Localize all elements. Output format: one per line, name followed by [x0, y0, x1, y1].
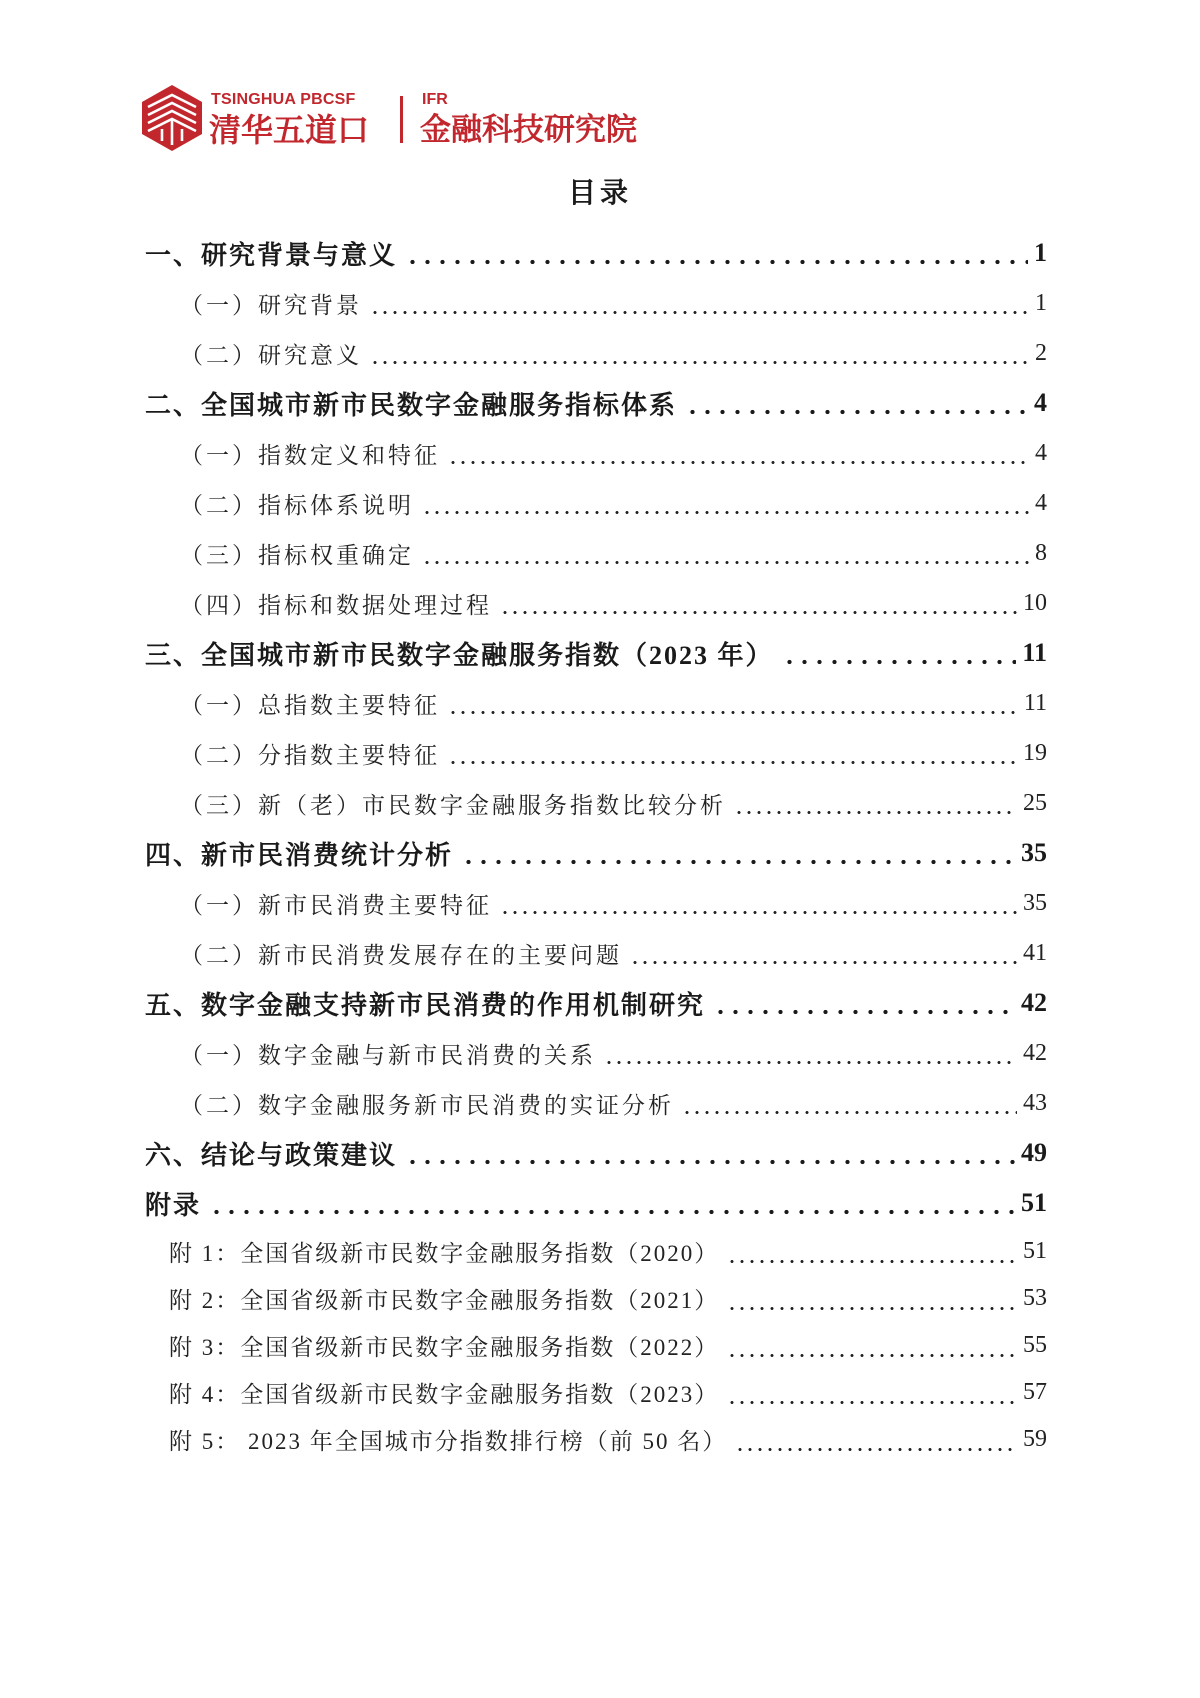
- toc-leader-dots: [727, 1303, 1017, 1311]
- toc-entry-page-number: 4: [1034, 388, 1047, 417]
- toc-leader-dots: [405, 1157, 1015, 1165]
- toc-entry-section[interactable]: [0, 678, 1200, 728]
- toc-entry-section[interactable]: [0, 928, 1200, 978]
- toc-entry-label: （二）新市民消费发展存在的主要问题: [180, 942, 622, 968]
- toc-entry-page-number: 1: [1035, 289, 1047, 316]
- toc-leader-dots: [448, 707, 1018, 715]
- toc-leader-dots: [405, 257, 1028, 265]
- toc-entry-chapter[interactable]: [0, 828, 1200, 878]
- toc-entry-page-number: 2: [1035, 339, 1047, 366]
- toc-leader-dots: [448, 757, 1017, 765]
- toc-entry-label: （一）新市民消费主要特征: [180, 892, 492, 918]
- toc-entry-page-number: 57: [1023, 1379, 1047, 1405]
- toc-entry-section[interactable]: [0, 428, 1200, 478]
- toc-entry-section[interactable]: [0, 1078, 1200, 1128]
- toc-entry-page-number: 41: [1023, 939, 1047, 966]
- toc-entry-page-number: 43: [1023, 1089, 1047, 1116]
- logo-english-name: TSINGHUA PBCSF: [211, 91, 356, 108]
- toc-entry-page-number: 59: [1023, 1426, 1047, 1452]
- toc-entry-page-number: 11: [1023, 689, 1047, 716]
- toc-entry-section[interactable]: [0, 728, 1200, 778]
- toc-entry-label: 附 5： 2023 年全国城市分指数排行榜（前 50 名）: [169, 1429, 728, 1454]
- toc-entry-label: 二、全国城市新市民数字金融服务指标体系: [145, 390, 678, 420]
- toc-leader-dots: [727, 1350, 1017, 1358]
- toc-entry-label: 附 3：全国省级新市民数字金融服务指数（2022）: [169, 1335, 720, 1360]
- toc-entry-label: （二）数字金融服务新市民消费的实证分析: [180, 1092, 674, 1118]
- toc-entry-page-number: 35: [1023, 889, 1047, 916]
- toc-leader-dots: [370, 307, 1029, 315]
- toc-entry-page-number: 49: [1021, 1138, 1047, 1167]
- toc-entry-section[interactable]: [0, 1028, 1200, 1078]
- logo-ifr-abbr: IFR: [422, 91, 448, 108]
- toc-entry-label: 附 2：全国省级新市民数字金融服务指数（2021）: [169, 1288, 720, 1313]
- toc-leader-dots: [209, 1207, 1015, 1215]
- toc-leader-dots: [500, 607, 1017, 615]
- toc-leader-dots: [604, 1057, 1017, 1065]
- toc-entry-label: （一）指数定义和特征: [180, 442, 440, 468]
- toc-leader-dots: [782, 657, 1017, 665]
- toc-entry-page-number: 1: [1034, 238, 1047, 267]
- toc-entry-chapter[interactable]: [0, 228, 1200, 278]
- toc-title: 目录: [567, 178, 632, 209]
- toc-entry-label: 五、数字金融支持新市民消费的作用机制研究: [145, 990, 706, 1020]
- toc-leader-dots: [422, 507, 1029, 515]
- toc-leader-dots: [370, 357, 1029, 365]
- toc-leader-dots: [727, 1397, 1017, 1405]
- logo-chinese-name: 清华五道口: [209, 111, 370, 149]
- toc-entry-page-number: 53: [1023, 1285, 1047, 1311]
- toc-entry-label: （一）数字金融与新市民消费的关系: [180, 1042, 596, 1068]
- toc-leader-dots: [448, 457, 1029, 465]
- table-of-contents: [0, 228, 1200, 1463]
- toc-entry-page-number: 8: [1035, 539, 1047, 566]
- toc-entry-page-number: 42: [1021, 988, 1047, 1017]
- toc-entry-page-number: 11: [1022, 638, 1047, 667]
- toc-leader-dots: [735, 1444, 1017, 1452]
- logo-ifr-name: 金融科技研究院: [420, 112, 637, 148]
- toc-entry-label: （三）指标权重确定: [180, 542, 414, 568]
- toc-entry-chapter[interactable]: [0, 1128, 1200, 1178]
- toc-entry-label: 三、全国城市新市民数字金融服务指数（2023 年）: [145, 640, 774, 670]
- toc-entry-chapter[interactable]: [0, 378, 1200, 428]
- toc-entry-label: 附 4：全国省级新市民数字金融服务指数（2023）: [169, 1382, 720, 1407]
- toc-entry-appendix[interactable]: [0, 1322, 1200, 1369]
- toc-leader-dots: [500, 907, 1017, 915]
- toc-entry-label: （二）指标体系说明: [180, 492, 414, 518]
- toc-entry-chapter[interactable]: [0, 628, 1200, 678]
- toc-entry-label: （二）研究意义: [180, 342, 362, 368]
- toc-leader-dots: [727, 1256, 1017, 1264]
- toc-leader-dots: [682, 1107, 1017, 1115]
- toc-leader-dots: [461, 857, 1015, 865]
- toc-entry-section[interactable]: [0, 278, 1200, 328]
- toc-entry-appendix[interactable]: [0, 1228, 1200, 1275]
- toc-entry-label: 六、结论与政策建议: [145, 1140, 398, 1170]
- logo-emblem-icon: [142, 85, 202, 151]
- toc-entry-label: （三）新（老）市民数字金融服务指数比较分析: [180, 792, 726, 818]
- toc-entry-chapter[interactable]: [0, 1178, 1200, 1228]
- toc-entry-section[interactable]: [0, 778, 1200, 828]
- toc-leader-dots: [734, 807, 1017, 815]
- logo-divider: [400, 96, 403, 143]
- toc-entry-page-number: 51: [1021, 1188, 1047, 1217]
- toc-entry-page-number: 35: [1021, 838, 1047, 867]
- toc-entry-appendix[interactable]: [0, 1369, 1200, 1416]
- toc-entry-label: （一）总指数主要特征: [180, 692, 440, 718]
- toc-entry-page-number: 19: [1023, 739, 1047, 766]
- toc-entry-appendix[interactable]: [0, 1275, 1200, 1322]
- toc-entry-label: 四、新市民消费统计分析: [145, 840, 454, 870]
- toc-entry-section[interactable]: [0, 878, 1200, 928]
- toc-entry-chapter[interactable]: [0, 978, 1200, 1028]
- toc-leader-dots: [422, 557, 1029, 565]
- toc-entry-appendix[interactable]: [0, 1416, 1200, 1463]
- toc-leader-dots: [630, 957, 1017, 965]
- toc-leader-dots: [713, 1007, 1015, 1015]
- toc-entry-section[interactable]: [0, 578, 1200, 628]
- toc-entry-section[interactable]: [0, 528, 1200, 578]
- toc-entry-label: 附 1：全国省级新市民数字金融服务指数（2020）: [169, 1241, 720, 1266]
- toc-entry-label: （一）研究背景: [180, 292, 362, 318]
- toc-entry-page-number: 4: [1035, 439, 1047, 466]
- toc-entry-page-number: 4: [1035, 489, 1047, 516]
- toc-leader-dots: [685, 407, 1028, 415]
- toc-entry-label: 附录: [145, 1190, 202, 1220]
- toc-entry-label: （二）分指数主要特征: [180, 742, 440, 768]
- toc-entry-page-number: 51: [1023, 1238, 1047, 1264]
- toc-entry-page-number: 55: [1023, 1332, 1047, 1358]
- toc-entry-label: 一、研究背景与意义: [145, 240, 398, 270]
- toc-entry-label: （四）指标和数据处理过程: [180, 592, 492, 618]
- toc-entry-section[interactable]: [0, 478, 1200, 528]
- toc-entry-page-number: 42: [1023, 1039, 1047, 1066]
- header-logo: [142, 85, 662, 151]
- toc-entry-section[interactable]: [0, 328, 1200, 378]
- toc-entry-page-number: 25: [1023, 789, 1047, 816]
- toc-entry-page-number: 10: [1023, 589, 1047, 616]
